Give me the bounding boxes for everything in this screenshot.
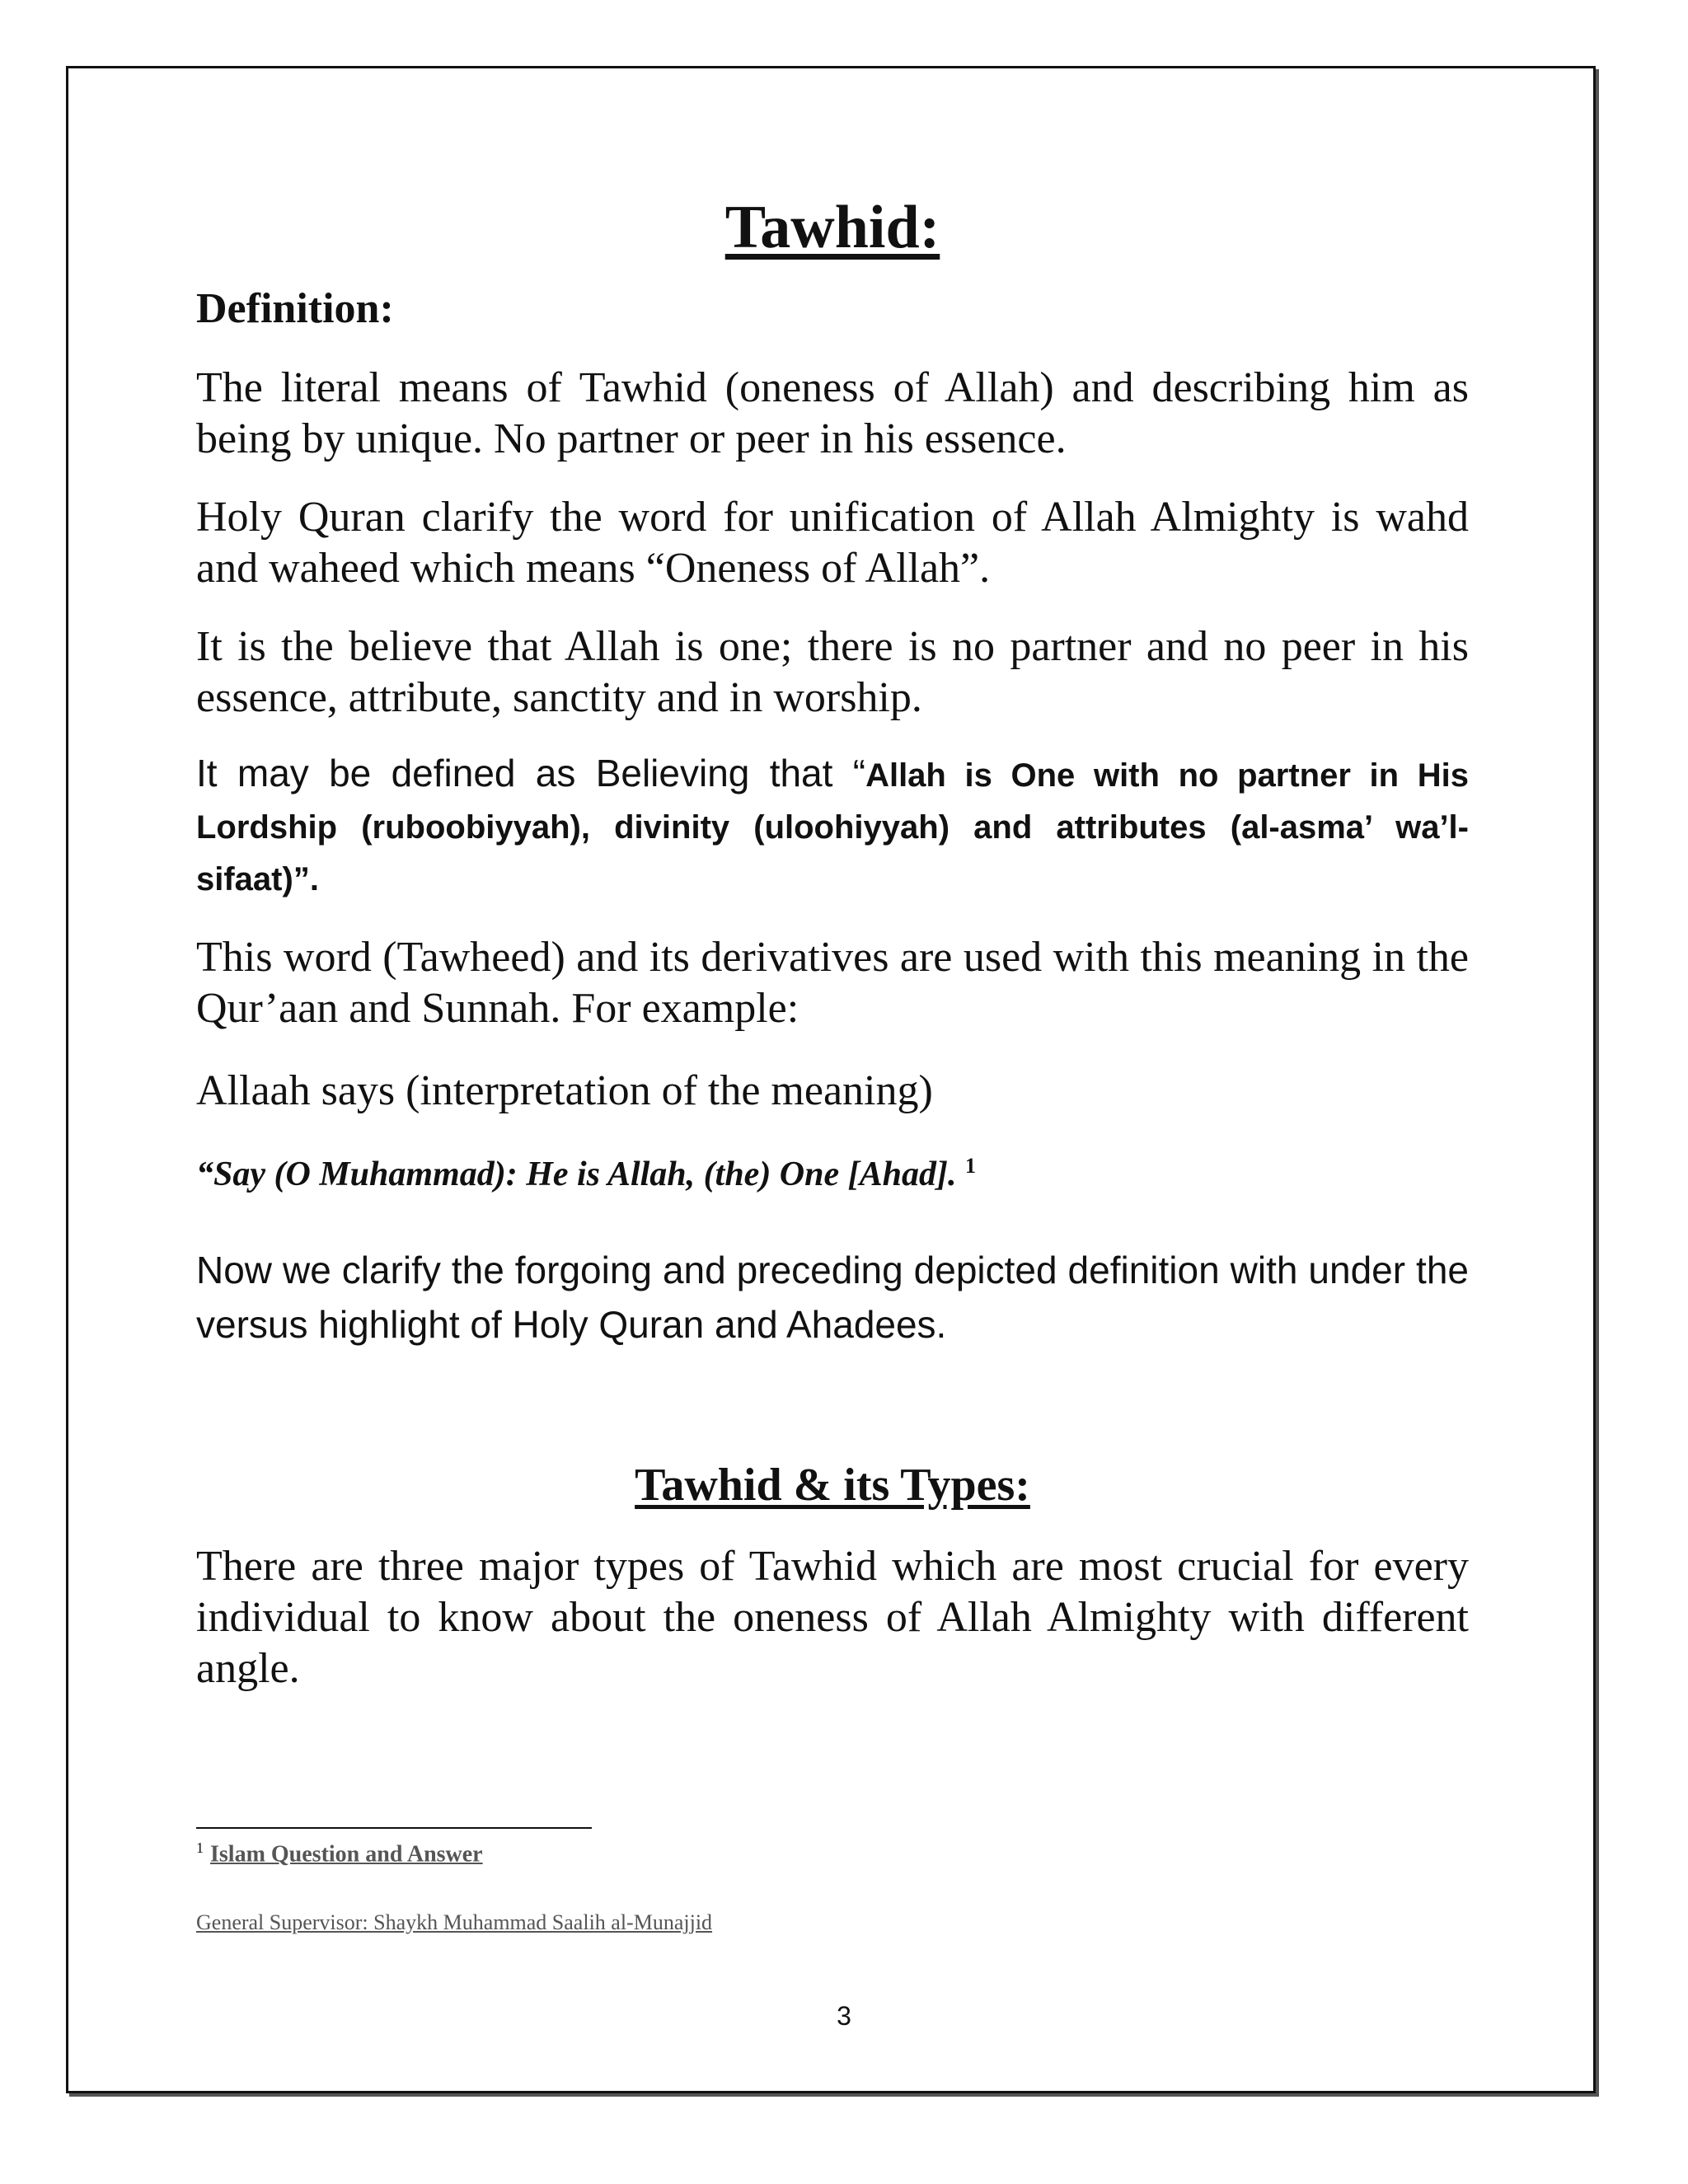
footnote-ref[interactable]: 1 bbox=[964, 1154, 976, 1178]
section-subtitle: Tawhid & its Types: bbox=[635, 1460, 1030, 1511]
paragraph-allaah-says: Allaah says (interpretation of the meaning) bbox=[196, 1067, 933, 1114]
footnote-1 bbox=[196, 1840, 483, 1868]
defined-as-lead: It may be defined as Believing that “ bbox=[196, 752, 866, 794]
paragraph-three-types: There are three major types of Tawhid which are most crucial for every individual to know about the oneness of Allah Almighty with different angle. bbox=[196, 1543, 1469, 1692]
paragraph-quran-clarify: Holy Quran clarify the word for unification of Allah Almighty is wahd and waheed which means “Oneness of Allah”. bbox=[196, 494, 1469, 592]
footnote-divider bbox=[196, 1827, 592, 1829]
paragraph-believe: It is the believe that Allah is one; there is no partner and no peer in his essence, attribute, sanctity and in worship. bbox=[196, 623, 1469, 721]
defined-as-bold: Allah is One with no partner in His Lordship (ruboobiyyah), divinity (uloohiyyah) and attributes (al-asma’ wa’l-sifaat)”. bbox=[196, 757, 1469, 898]
page-title: Tawhid: bbox=[724, 194, 940, 261]
quote-text: “Say (O Muhammad): He is Allah, (the) One [Ahad]. bbox=[196, 1155, 957, 1193]
paragraph-derivatives: This word (Tawheed) and its derivatives are used with this meaning in the Qur’aan and Sunnah. For example: bbox=[196, 934, 1469, 1032]
definition-heading: Definition: bbox=[196, 285, 394, 332]
paragraph-literal-meaning: The literal means of Tawhid (oneness of Allah) and describing him as being by unique. No partner or peer in his essence. bbox=[196, 364, 1469, 462]
paragraph-defined-as bbox=[196, 748, 1469, 904]
footnote-link[interactable]: Islam Question and Answer bbox=[210, 1841, 483, 1868]
footnote-marker: 1 bbox=[196, 1840, 204, 1856]
paragraph-clarify: Now we clarify the forgoing and preceding depicted definition with under the versus highlight of Holy Quran and Ahadees. bbox=[196, 1249, 1469, 1346]
page-number: 3 bbox=[837, 2001, 851, 2031]
quran-quote bbox=[196, 1154, 1469, 1194]
footnote-supervisor[interactable]: General Supervisor: Shaykh Muhammad Saalih al-Munajjid bbox=[196, 1910, 713, 1934]
